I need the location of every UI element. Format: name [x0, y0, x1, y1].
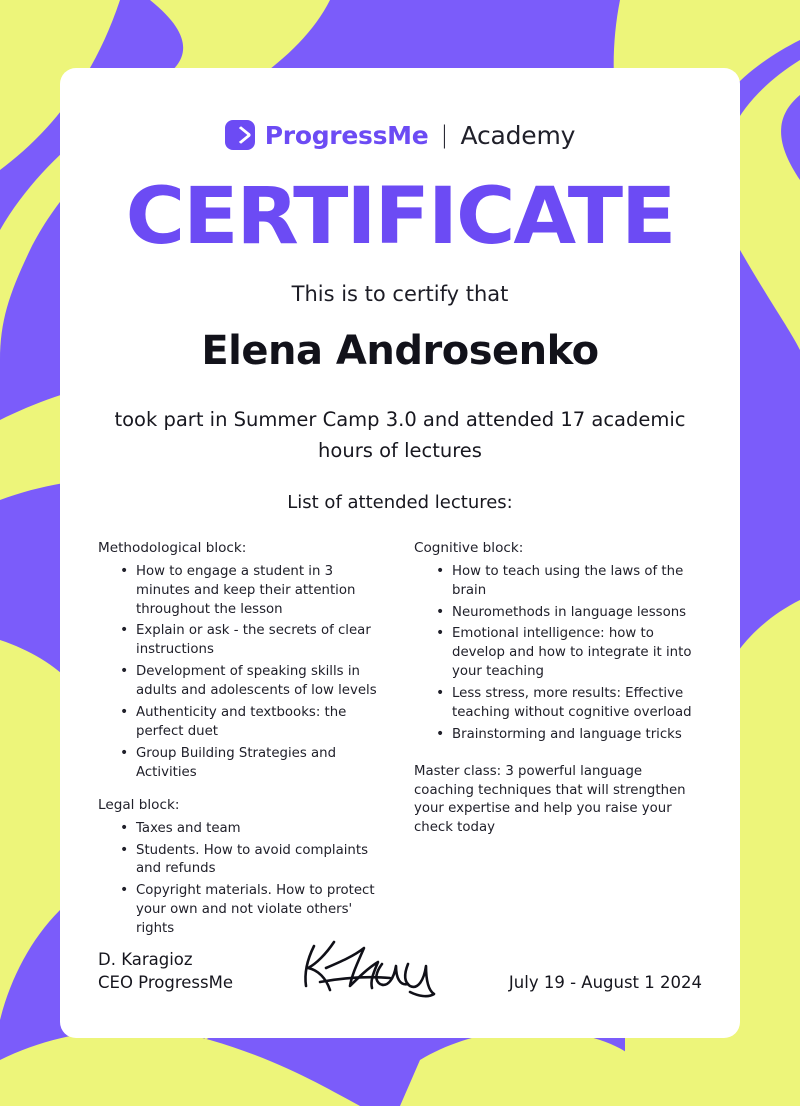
- list-item: • Authenticity and textbooks: the perfect duet: [120, 704, 386, 742]
- list-item: • Explain or ask - the secrets of clear instructions: [120, 622, 386, 660]
- methodological-block-title: Methodological block:: [98, 540, 247, 557]
- achievement-statement: took part in Summer Camp 3.0 and attended 17 academic hours of lectures: [114, 408, 686, 463]
- left-column: [98, 539, 386, 941]
- list-item: • Development of speaking skills in adults and adolescents of low levels: [120, 663, 386, 701]
- brand-name: ProgressMe: [264, 120, 429, 150]
- certify-line: This is to certify that: [291, 282, 509, 307]
- masterclass-text: Master class: 3 powerful language coaching techniques that will strengthen your expertise and help you raise your check today: [414, 763, 686, 836]
- certificate-date: July 19 - August 1 2024: [508, 973, 702, 992]
- list-item: • Emotional intelligence: how to develop and how to integrate it into your teaching: [436, 625, 702, 682]
- signer-name: D. Karagioz: [98, 949, 193, 969]
- cognitive-block-title: Cognitive block:: [414, 540, 524, 557]
- list-item: • How to teach using the laws of the brain: [436, 563, 702, 601]
- signer-role: CEO ProgressMe: [98, 972, 233, 992]
- methodological-block-list: [100, 563, 386, 783]
- cognitive-block-list: [416, 563, 702, 745]
- legal-block-list: [100, 820, 386, 939]
- list-item: • Taxes and team: [120, 820, 386, 839]
- list-item: • Brainstorming and language tricks: [436, 726, 702, 745]
- list-item: • Copyright materials. How to protect your own and not violate others' rights: [120, 882, 386, 939]
- list-item: • How to engage a student in 3 minutes and keep their attention throughout the lesson: [120, 563, 386, 620]
- lectures-heading: List of attended lectures:: [287, 492, 513, 514]
- certificate-card: [60, 68, 740, 1038]
- brand-subtitle: Academy: [460, 120, 576, 150]
- list-item: • Neuromethods in language lessons: [436, 604, 702, 623]
- lectures-columns: [98, 539, 702, 941]
- list-item: • Group Building Strategies and Activities: [120, 745, 386, 783]
- handwritten-signature-icon: [296, 938, 446, 1000]
- brand-logo: [98, 68, 702, 150]
- recipient-name: Elena Androsenko: [201, 328, 599, 375]
- page-title: CERTIFICATE: [125, 172, 675, 262]
- brand-separator: |: [440, 121, 449, 149]
- list-item: • Students. How to avoid complaints and refunds: [120, 842, 386, 880]
- progressme-arrow-icon: [225, 120, 255, 150]
- signer-info: [98, 948, 233, 994]
- certificate-footer: [98, 938, 702, 994]
- right-column: [414, 539, 702, 941]
- list-item: • Less stress, more results: Effective teaching without cognitive overload: [436, 685, 702, 723]
- legal-block-title: Legal block:: [98, 797, 180, 814]
